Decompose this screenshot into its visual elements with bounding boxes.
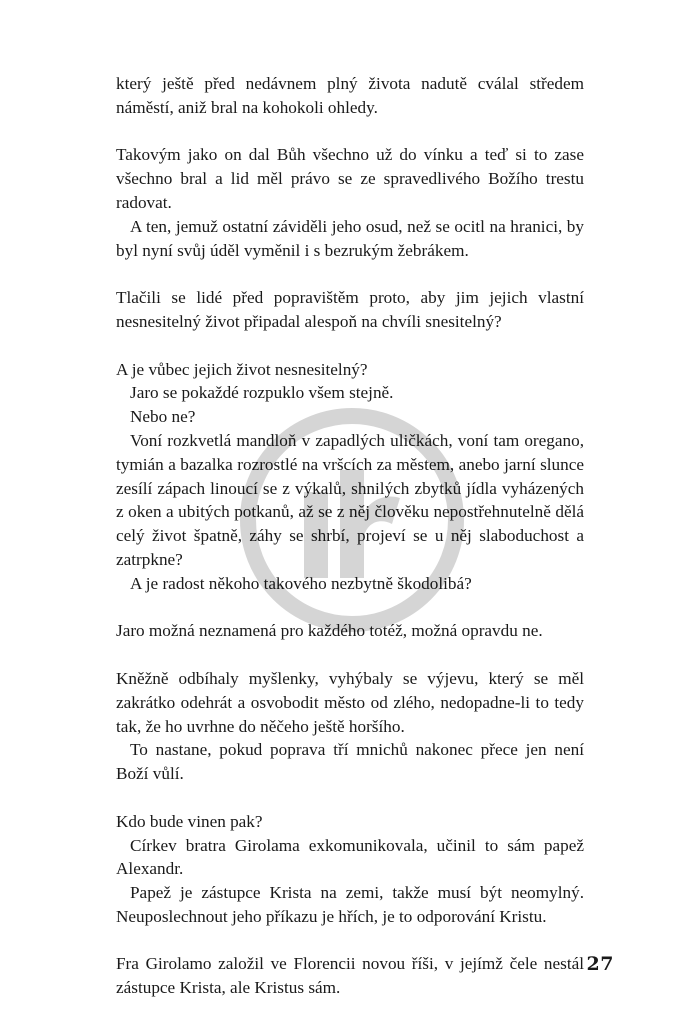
paragraph: Kdo bude vinen pak?: [116, 811, 263, 831]
paragraph-gap: [116, 334, 584, 358]
paragraph-gap: [116, 786, 584, 810]
paragraph: Fra Girolamo založil ve Florencii novou říši, v jejímž čele nestál zástupce Krista, ale Kristus sám.: [116, 954, 584, 998]
paragraph: A ten, jemuž ostatní záviděli jeho osud, než se ocitl na hranici, by byl nyní svůj úděl vyměnil i s bezrukým žebrákem.: [116, 216, 584, 260]
paragraph-gap: [116, 596, 584, 620]
paragraph: Papež je zástupce Krista na zemi, takže musí být neomylný. Neuposlechnout jeho příkazu je hřích, je to odporování Kristu.: [116, 883, 584, 926]
text-block-3: [116, 286, 584, 334]
paragraph: Voní rozkvetlá mandloň v zapadlých uličkách, voní tam oregano, tymián a bazalka rozrostlé na vršcích za městem, anebo jarní slunce zesílí zápach linoucí se z výkalů, shnilých zbytků jídla vyházených z oken a ubitých potkanů, až se z něj člověku nepostřehnutelně dělá celý život špatně, záhy se shrbí, projeví se u něj slaboduchost a zatrpkne?: [116, 430, 584, 569]
paragraph: Nebo ne?: [130, 407, 196, 427]
body-text: [116, 72, 584, 1000]
paragraph-gap: [116, 262, 584, 286]
text-block-8: [116, 952, 584, 1000]
paragraph: Takovým jako on dal Bůh všechno už do vínku a teď si to zase všechno bral a lid měl právo se ze spravedlivého Božího trestu radovat.: [116, 145, 584, 212]
paragraph-gap: [116, 643, 584, 667]
text-block-5: [116, 619, 584, 643]
paragraph: který ještě před nedávnem plný života nadutě cválal středem náměstí, aniž bral na kohokoli ohledy.: [116, 74, 584, 117]
text-block-1: [116, 72, 584, 120]
paragraph-gap: [116, 120, 584, 144]
paragraph-gap: [116, 929, 584, 953]
paragraph: Kněžně odbíhaly myšlenky, vyhýbaly se výjevu, který se měl zakrátko odehrát a osvobodit město od zlého, nedopadne-li to tedy tak, že ho uvrhne do něčeho ještě horšího.: [116, 668, 584, 736]
text-block-7: [116, 810, 584, 929]
paragraph: A je vůbec jejich život nesnesitelný?: [116, 359, 368, 379]
paragraph: A je radost někoho takového nezbytně škodolibá?: [130, 573, 472, 593]
paragraph: Tlačili se lidé před popravištěm proto, aby jim jejich vlastní nesnesitelný život připadal alespoň na chvíli snesitelný?: [116, 288, 584, 331]
paragraph: To nastane, pokud poprava tří mnichů nakonec přece jen není Boží vůlí.: [116, 740, 584, 784]
paragraph: Církev bratra Girolama exkomunikovala, učinil to sám papež Alexandr.: [116, 835, 584, 879]
text-block-2: [116, 143, 584, 262]
paragraph: Jaro se pokaždé rozpuklo všem stejně.: [130, 383, 394, 403]
text-block-4: [116, 358, 584, 596]
paragraph: Jaro možná neznamená pro každého totéž, možná opravdu ne.: [116, 621, 543, 641]
page-number: 27: [586, 953, 614, 975]
text-block-6: [116, 667, 584, 786]
